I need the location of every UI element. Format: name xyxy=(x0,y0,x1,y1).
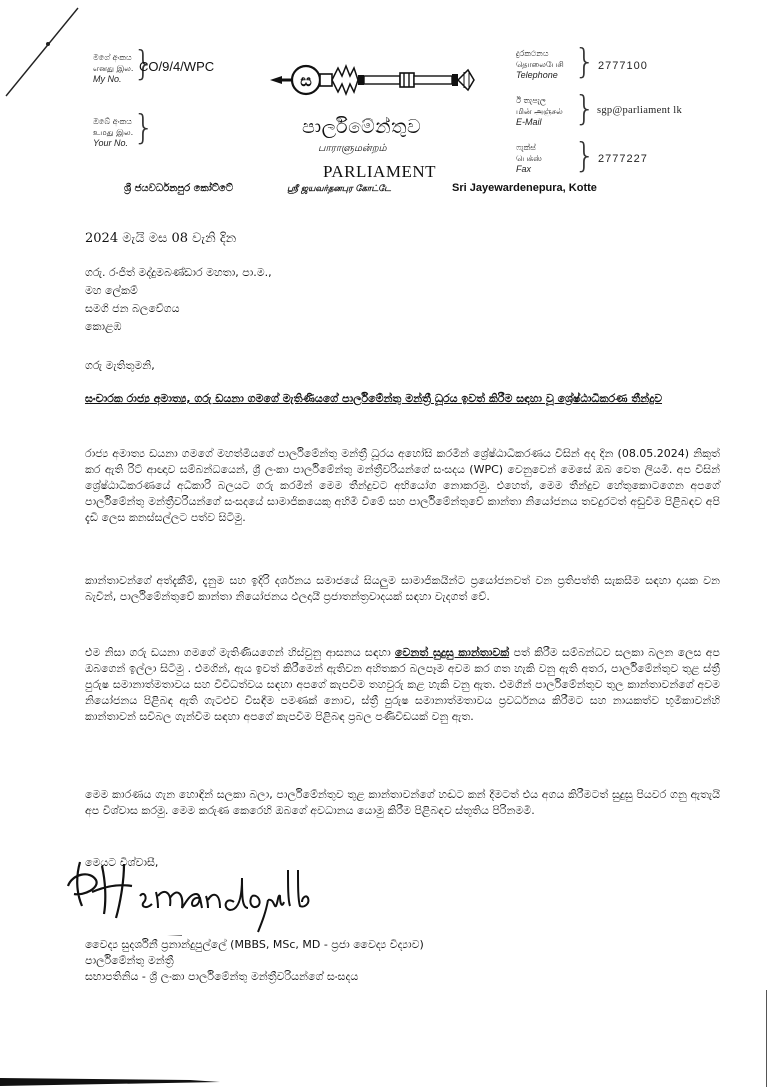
parliament-mace-emblem xyxy=(268,62,476,98)
recipient-organization: සමගි ජන බලවේගය xyxy=(85,302,180,315)
closing: මෙයට විශ්වාසී, xyxy=(85,856,159,869)
recipient-city: කොළඹ xyxy=(85,320,122,333)
email-value: sgp@parliament lk xyxy=(597,105,683,116)
letterhead-title-ta: பாராளுமன்றம் xyxy=(318,143,387,154)
body-paragraph-4: මෙම කාරණය ගැන හොඳින් සලකා බලා, පාර්ලිමේන්තුව තුළ කාන්තාවන්ගේ හඬට කන් දීමටත් එය අගය කිරීමටත් සුදුසු පියවර ගනු ඇතැයි අප විශ්වාස කරමු. මෙම කරුණ කෙරෙහි ඔබගේ අවධානය යොමු කිරීම පිළිබඳව ස්තූතිය පිරිනමමි. xyxy=(85,788,720,817)
letterhead-title-si: පාර්ලිමේන්තුව xyxy=(302,116,422,138)
subject-line: සංචාරක රාජ්‍ය අමාත්‍ය, ගරු ඩයනා ගමගේ මැතිණියගේ පාර්ලිමේන්තු මන්ත්‍රී ධූරය ඉවත් කිරීම සඳහා වූ ශ්‍රේෂ්ඨාධිකරණ තීන්දුව xyxy=(85,392,663,405)
signatory-chair: සභාපතිනිය - ශ්‍රී ලංකා පාර්ලිමේන්තු මන්ත්‍රීවරියන්ගේ සංසදය xyxy=(85,970,359,983)
my-no-label-ta: எனது இல. xyxy=(93,64,134,73)
scan-artifact-bottom-left xyxy=(0,1060,230,1087)
telephone-label-ta: தொலைபேசி xyxy=(516,60,564,69)
signatory-position: පාර්ලිමේන්තු මන්ත්‍රී xyxy=(85,954,174,967)
telephone-label-si: දුරකථනය xyxy=(516,49,549,58)
handwritten-signature xyxy=(62,856,332,936)
your-no-brace: } xyxy=(133,108,155,148)
my-no-label-en: My No. xyxy=(93,74,122,84)
telephone-brace: } xyxy=(574,42,596,82)
scan-artifact-top-left xyxy=(0,0,90,100)
signatory-name: වෛද්‍ය සුදර්ශිනී ප්‍රනාන්දුපුල්ලේ (MBBS, MSc, MD - ප්‍රජා වෛද්‍ය විද්‍යාව) xyxy=(85,938,424,951)
my-no-brace: } xyxy=(133,44,155,84)
recipient-name: ගරු. රංජිත් මද්දුමබණ්ඩාර මහතා, පා.ම., xyxy=(85,266,272,279)
address-ta: ஸ்ரீ ஜயவர்தனபுர கோட்டே xyxy=(287,184,391,194)
my-no-label-si: මගේ අංකය xyxy=(93,53,132,62)
emblem-letter: ස xyxy=(300,71,312,90)
paragraph-3-text-after: පත් කිරීම සම්බන්ධව සලකා බලන ලෙස අප ඔබගෙන් ඉල්ලා සිටිමු . එමගින්, ඇය ඉවත් කිරීමෙන් ඇතිවන අහිතකර බලපෑම අවම කර ගත හැකි වනු ඇති අතර, පාර්ලිමේන්තුව තුළ ස්ත්‍රී පුරුෂ සමානාත්මතාවය සහ විවිධත්වය සඳහා අපගේ කැපවීම තහවුරු කළ හැකි වනු ඇත. එමගින් පාර්ලිමේන්තුව තුල කාන්තාවන්ගේ අවම නියෝජනය පිළිබඳ ඇති ගැටළුව විසඳීම පමණක් නොව, ස්ත්‍රී පුරුෂ සමානාත්මතාවය ප්‍රවර්ධනය කිරීමට සහ නායකත්ව භූමිකාවන්හි කාන්තාවන් සවිබල ගැන්වීම සඳහා අපගේ කැපවීම පිළිබඳ ප්‍රබල පණිවිඩයක් වනු ඇත. xyxy=(85,646,721,723)
email-label-si: ඊ තැපැල xyxy=(516,96,546,105)
fax-label-ta: பெக்ஸ் xyxy=(516,154,542,163)
signatory-block xyxy=(85,937,424,985)
body-paragraph-1: රාජ්‍ය අමාත්‍ය ඩයනා ගමගේ මහත්මියගේ පාර්ලිමේන්තු මන්ත්‍රී ධූරය අහෝසි කරමින් ශ්‍රේෂ්ඨාධිකරණය විසින් අද දින (08.05.2024) නිකුත් කර ඇති රිට් ආඥාව සම්බන්ධයෙන්, ශ්‍රී ලංකා පාර්ලිමේන්තු මන්ත්‍රීවරියන්ගේ සංසදය (WPC) වෙනුවෙන් මෙසේ ඔබ වෙත ලියමි. අප විසින් ශ්‍රේෂ්ඨාධිකරණයේ අධිකාරි බලයට ගරු කරමින් මෙම තීන්දුවට අභියෝග නොකරමු. එහෙත්, මෙම තීන්දුව හේතුකොටගෙන අපගේ පාර්ලිමේන්තු මන්ත්‍රීවරියන්ගේ සංසදයේ සාමාජිකයෙකු අහිමි වීමේ සහ පාර්ලිමේන්තුවේ කාන්තා නියෝජනය තවදුරටත් අඩුවීම පිළිබඳව අපි දැඩි ලෙස කනස්සල්ලට පත්ව සිටිමු. xyxy=(85,447,720,524)
salutation: ගරු මැතිතුමනි, xyxy=(85,359,155,372)
email-label-ta: மின் அஞ்சல் xyxy=(516,107,563,116)
paragraph-3-underlined-phrase: වෙනත් සුදුසු කාන්තාවක් xyxy=(395,646,510,659)
your-no-label-en: Your No. xyxy=(93,138,129,148)
address-en: Sri Jayewardenepura, Kotte xyxy=(452,182,597,194)
body-paragraph-2: කාන්තාවන්ගේ අත්දැකීම්, දැනුම සහ ඉදිරි දර්ශනය සමාජයේ සියලුම සාමාජිකයින්ට ප්‍රයෝජනවත් වන ප්‍රතිපත්ති සැකසීම සඳහා දායක වන බැවින්, පාර්ලිමේන්තුවේ කාන්තා නියෝජනය ඵලදායී ප්‍රජාතන්ත්‍රවාදයක් සඳහා වැදගත් වේ. xyxy=(85,574,720,603)
recipient-title: මහ ලේකම් xyxy=(85,284,138,297)
email-label-en: E-Mail xyxy=(516,117,542,127)
letterhead-title-en: PARLIAMENT xyxy=(323,162,436,181)
fax-brace: } xyxy=(574,136,596,176)
scan-edge-right xyxy=(766,990,767,1087)
your-no-label-ta: உமது இல. xyxy=(93,128,134,137)
email-brace: } xyxy=(574,89,596,129)
body-paragraph-3 xyxy=(85,645,720,725)
my-no-value: CO/9/4/WPC xyxy=(139,59,215,74)
fax-label-si: ෆැක්ස් xyxy=(516,143,536,152)
recipient-block xyxy=(85,264,272,336)
telephone-label-en: Telephone xyxy=(516,70,558,80)
paragraph-3-text-before: එම නිසා ගරු ඩයනා ගමගේ මැතිණියගෙන් හිස්වුනු ආසනය සඳහා xyxy=(85,646,396,659)
your-no-label-si: ඔබේ අංකය xyxy=(93,117,132,126)
telephone-value: 2777100 xyxy=(598,60,648,72)
address-si: ශ්‍රී ජයවර්ධනපුර කෝට්ටේ xyxy=(124,183,234,194)
fax-value: 2777227 xyxy=(598,153,648,165)
fax-label-en: Fax xyxy=(516,164,532,174)
letter-date: 2024 මැයි මස 08 වැනි දින xyxy=(85,231,237,246)
